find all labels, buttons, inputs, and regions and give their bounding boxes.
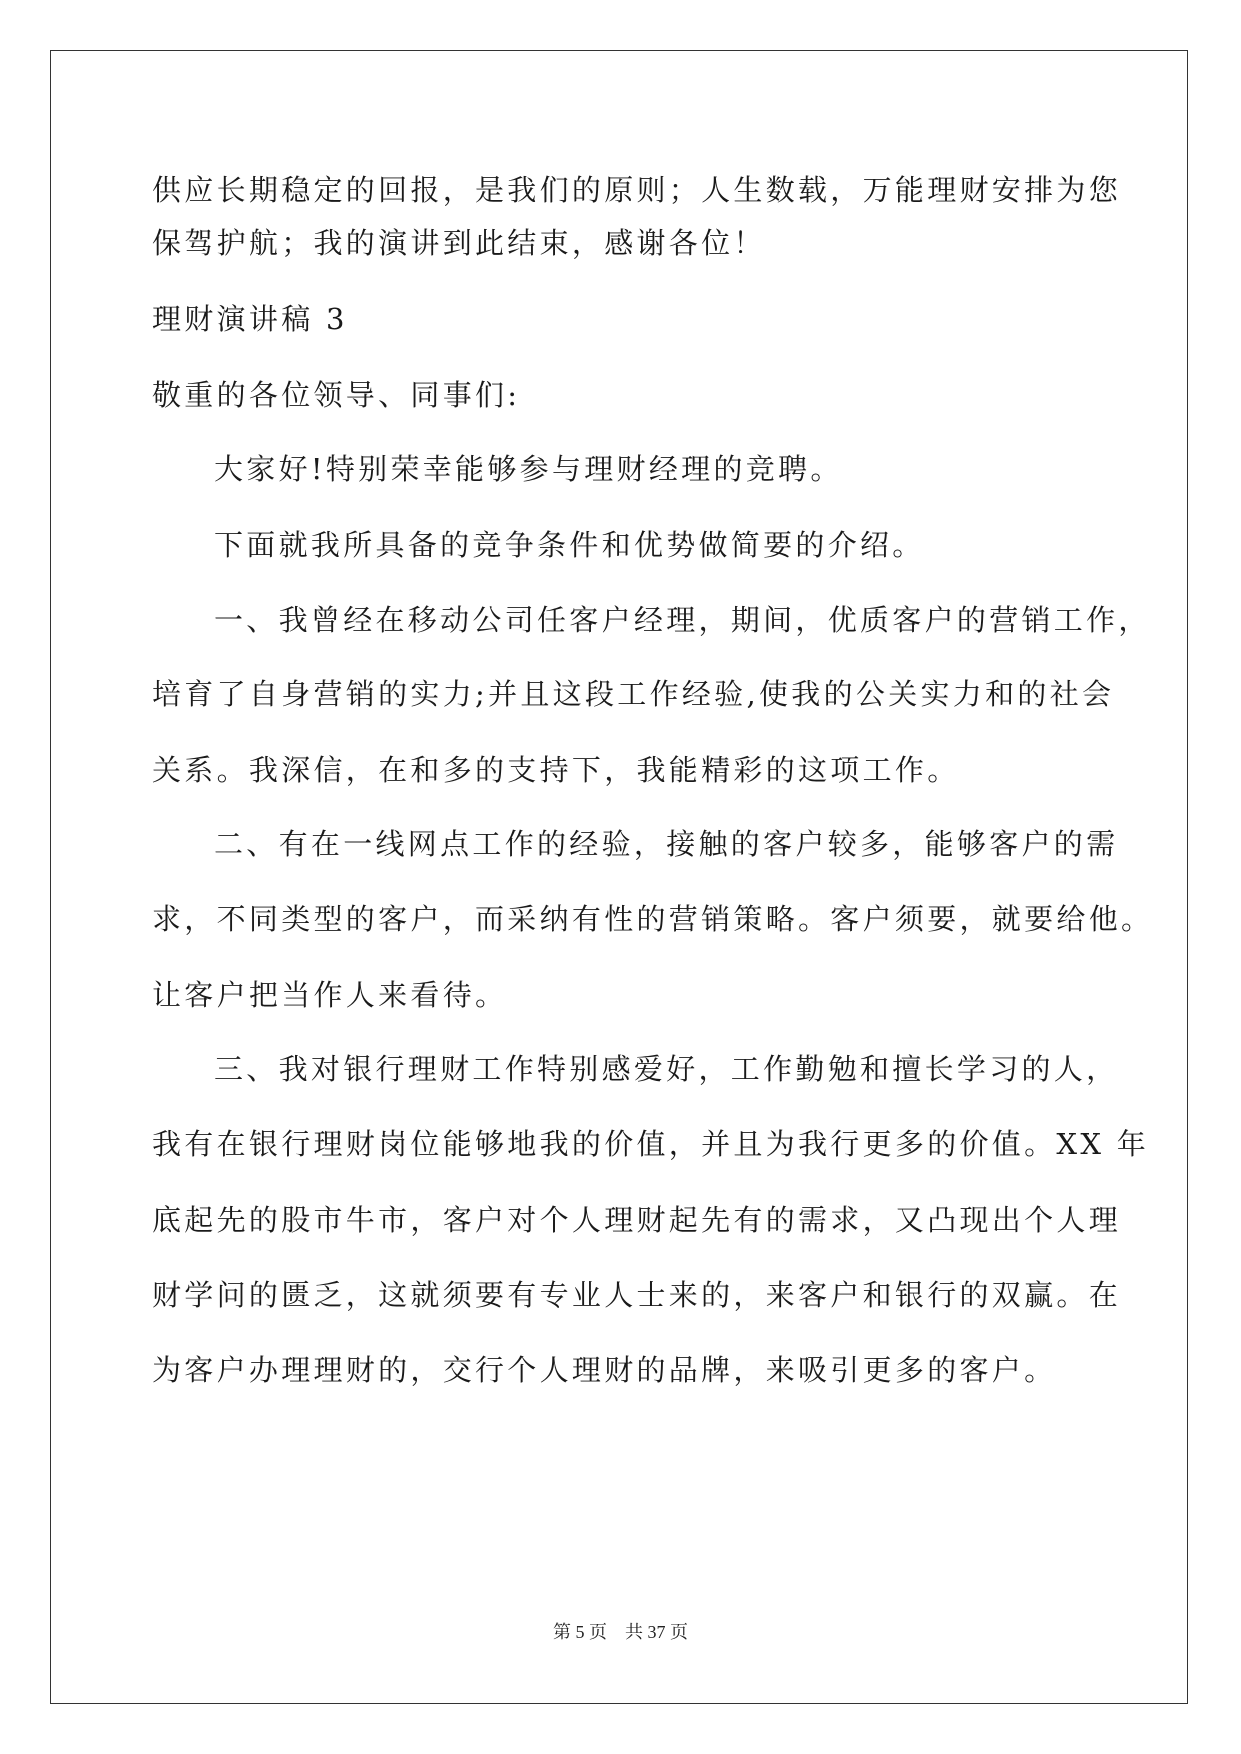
page-number: 第 5 页 (553, 1622, 607, 1642)
paragraph-line: 供应长期稳定的回报，是我们的原则；人生数载，万能理财安排为您 (152, 173, 1122, 207)
total-pages: 共 37 页 (625, 1622, 688, 1642)
paragraph-line: 下面就我所具备的竞争条件和优势做简要的介绍。 (214, 528, 925, 562)
paragraph-line: 关系。我深信，在和多的支持下，我能精彩的这项工作。 (152, 753, 960, 787)
paragraph-line: 保驾护航；我的演讲到此结束，感谢各位！ (152, 226, 766, 260)
paragraph-line: 二、有在一线网点工作的经验，接触的客户较多，能够客户的需 (214, 827, 1119, 861)
salutation: 敬重的各位领导、同事们: (152, 378, 521, 412)
paragraph-line: 一、我曾经在移动公司任客户经理，期间，优质客户的营销工作， (214, 603, 1151, 637)
page-footer (0, 1620, 1241, 1644)
paragraph-line: 三、我对银行理财工作特别感爱好，工作勤勉和擅长学习的人， (214, 1052, 1119, 1086)
paragraph-line: 我有在银行理财岗位能够地我的价值，并且为我行更多的价值。XX 年 (152, 1127, 1150, 1161)
paragraph-line: 财学问的匮乏，这就须要有专业人士来的，来客户和银行的双赢。在 (152, 1278, 1122, 1312)
paragraph-line: 求，不同类型的客户，而采纳有性的营销策略。客户须要，就要给他。 (152, 902, 1154, 936)
section-title: 理财演讲稿 3 (152, 302, 348, 336)
paragraph-line: 培育了自身营销的实力;并且这段工作经验,使我的公关实力和的社会 (152, 677, 1115, 711)
paragraph-line: 为客户办理理财的，交行个人理财的品牌，来吸引更多的客户。 (152, 1353, 1057, 1387)
paragraph-line: 让客户把当作人来看待。 (152, 978, 508, 1012)
paragraph-line: 大家好!特别荣幸能够参与理财经理的竞聘。 (214, 452, 843, 486)
paragraph-line: 底起先的股市牛市，客户对个人理财起先有的需求，又凸现出个人理 (152, 1203, 1122, 1237)
